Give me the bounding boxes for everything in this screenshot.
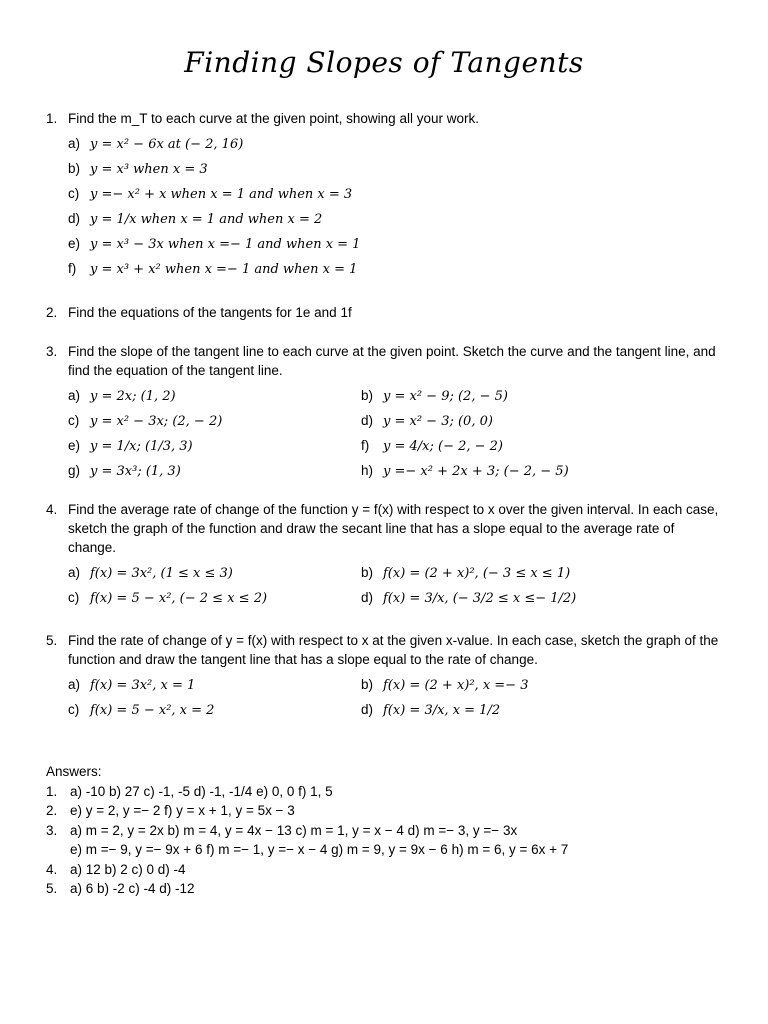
part-text: y = 2x; (1, 2): [90, 389, 176, 404]
answer-text: a) 6 b) -2 c) -4 d) -12: [70, 881, 195, 896]
part-label: f): [361, 438, 370, 453]
answer-line: [46, 860, 736, 880]
part-text: f(x) = (2 + x)², x =− 3: [383, 678, 529, 693]
part-label: a): [68, 677, 81, 692]
part-label: c): [68, 590, 80, 605]
part-label: d): [361, 413, 374, 428]
answer-line: [46, 840, 736, 860]
part-label: h): [361, 463, 374, 478]
part-text: y =− x² + 2x + 3; (− 2, − 5): [383, 464, 569, 479]
part-label: b): [361, 565, 374, 580]
part-text: y =− x² + x when x = 1 and when x = 3: [90, 187, 353, 202]
part-label: b): [68, 161, 81, 176]
answer-line: [46, 801, 736, 821]
answers-heading: Answers:: [46, 764, 102, 779]
part-label: d): [361, 702, 374, 717]
part-text: y = x² − 3x; (2, − 2): [90, 414, 223, 429]
answers-section: [46, 762, 736, 899]
question-parts: [68, 134, 726, 279]
part-text: f(x) = (2 + x)², (− 3 ≤ x ≤ 1): [383, 566, 571, 581]
answer-line: [46, 821, 736, 841]
question-parts: [68, 563, 726, 608]
question-text: Find the average rate of change of the function y = f(x) with respect to x over the given interval. In each case, sketch the graph of the function and draw the secant line that has a slope equal to the average rate of change.: [68, 502, 719, 555]
part-text: y = 3x³; (1, 3): [90, 464, 181, 479]
part-text: f(x) = 5 − x², (− 2 ≤ x ≤ 2): [90, 591, 268, 606]
part-label: e): [68, 236, 81, 251]
part-label: c): [68, 702, 80, 717]
question-text: Find the m_T to each curve at the given point, showing all your work.: [68, 111, 479, 126]
part-text: y = x² − 6x at (− 2, 16): [90, 137, 244, 152]
answer-number: 3.: [46, 822, 58, 838]
page-title: Finding Slopes of Tangents: [184, 46, 584, 79]
answer-line: [46, 782, 736, 802]
part-label: e): [68, 438, 81, 453]
part-text: y = x² − 3; (0, 0): [383, 414, 493, 429]
question-number: 1.: [46, 111, 58, 126]
part-text: y = x² − 9; (2, − 5): [383, 389, 508, 404]
part-text: f(x) = 3x², x = 1: [90, 678, 196, 693]
question-5: [46, 631, 726, 725]
part-text: y = x³ − 3x when x =− 1 and when x = 1: [90, 237, 361, 252]
answer-text: a) m = 2, y = 2x b) m = 4, y = 4x − 13 c) m = 1, y = x − 4 d) m =− 3, y =− 3x: [70, 822, 518, 838]
part-text: y = 1/x when x = 1 and when x = 2: [90, 212, 323, 227]
part-label: a): [68, 565, 81, 580]
question-number: 2.: [46, 305, 58, 320]
question-number: 3.: [46, 344, 58, 359]
part-text: y = 1/x; (1/3, 3): [90, 439, 193, 454]
answer-text: e) y = 2, y =− 2 f) y = x + 1, y = 5x − 3: [70, 803, 295, 818]
part-text: f(x) = 3/x, x = 1/2: [383, 703, 501, 718]
question-number: 5.: [46, 633, 58, 648]
part-label: d): [68, 211, 81, 226]
part-text: f(x) = 3x², (1 ≤ x ≤ 3): [90, 566, 233, 581]
answer-number: 4.: [46, 861, 58, 877]
answer-text: a) -10 b) 27 c) -1, -5 d) -1, -1/4 e) 0, 0 f) 1, 5: [70, 783, 333, 799]
question-3: [46, 342, 726, 486]
answer-number: [46, 840, 70, 860]
answer-text: a) 12 b) 2 c) 0 d) -4: [70, 861, 186, 877]
part-label: f): [68, 261, 77, 276]
question-text: Find the slope of the tangent line to each curve at the given point. Sketch the curve and the tangent line, and find the equation of the tangent line.: [68, 344, 716, 378]
question-parts: [68, 675, 726, 720]
part-label: a): [68, 388, 81, 403]
part-text: f(x) = 3/x, (− 3/2 ≤ x ≤− 1/2): [383, 591, 577, 606]
question-2: [46, 303, 726, 322]
part-label: g): [68, 463, 81, 478]
question-text: Find the equations of the tangents for 1e and 1f: [68, 305, 352, 320]
answer-number: 5.: [46, 881, 58, 896]
part-label: d): [361, 590, 374, 605]
part-label: b): [361, 388, 374, 403]
question-1: [46, 109, 726, 284]
part-label: c): [68, 413, 80, 428]
question-text: Find the rate of change of y = f(x) with respect to x at the given x-value. In each case, sketch the graph of the function and draw the tangent line that has a slope equal to the rate of change.: [68, 633, 719, 667]
part-text: y = 4/x; (− 2, − 2): [383, 439, 503, 454]
answer-number: 1.: [46, 783, 58, 799]
answer-number: 2.: [46, 803, 58, 818]
question-4: [46, 500, 726, 613]
part-text: y = x³ + x² when x =− 1 and when x = 1: [90, 262, 358, 277]
part-label: a): [68, 136, 81, 151]
answer-line: [46, 879, 736, 899]
answer-text: e) m =− 9, y =− 9x + 6 f) m =− 1, y =− x − 4 g) m = 9, y = 9x − 6 h) m = 6, y = 6x + 7: [70, 842, 569, 857]
part-text: f(x) = 5 − x², x = 2: [90, 703, 215, 718]
question-parts: [68, 386, 726, 481]
part-label: c): [68, 186, 80, 201]
part-text: y = x³ when x = 3: [90, 162, 208, 177]
question-number: 4.: [46, 502, 58, 517]
part-label: b): [361, 677, 374, 692]
